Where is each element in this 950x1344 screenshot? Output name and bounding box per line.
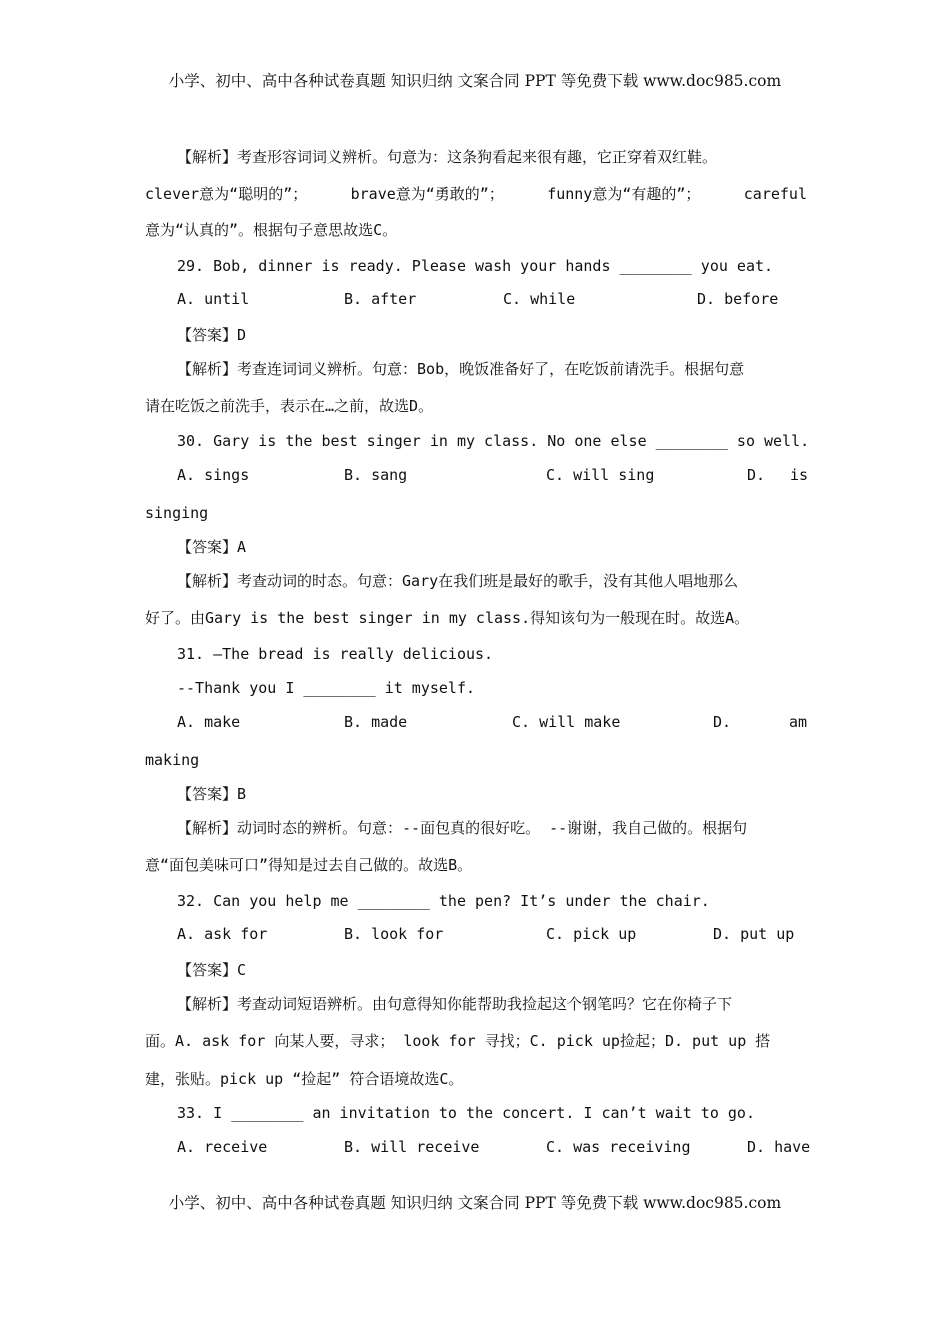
q31-option-c: C. will make (512, 713, 621, 731)
q31-options (0, 713, 950, 733)
q30-answer: 【答案】A (177, 538, 247, 556)
q30-option-c: C. will sing (546, 466, 655, 484)
q29-option-d: D. before (697, 290, 779, 308)
q29-option-b: B. after (344, 290, 417, 308)
q28-analysis-line3: 意为“认真的”。根据句子意思故选C。 (145, 221, 398, 239)
q31-option-d-wrap: making (145, 751, 200, 769)
q32-option-b: B. look for (344, 925, 444, 943)
q30-analysis-line2: 好了。由Gary is the best singer in my class.得知该句为一般现在时。故选A。 (145, 609, 750, 627)
q32-analysis-line3: 建，张贴。pick up “捡起” 符合语境故选C。 (145, 1070, 464, 1088)
q32-option-c: C. pick up (546, 925, 637, 943)
q33-stem: 33. I ________ an invitation to the concert. I can’t wait to go. (177, 1104, 755, 1122)
q29-analysis-line2: 请在吃饭之前洗手，表示在…之前，故选D。 (145, 397, 434, 415)
q28-careful: careful (743, 185, 807, 203)
q31-analysis-line2: 意“面包美味可口”得知是过去自己做的。故选B。 (145, 856, 473, 874)
q29-option-c: C. while (503, 290, 576, 308)
q28-analysis-line2 (145, 184, 807, 204)
q31-option-b: B. made (344, 713, 408, 731)
q31-analysis-line1: 【解析】动词时态的辨析。句意：--面包真的很好吃。 --谢谢，我自己做的。根据句 (177, 819, 748, 837)
q32-option-a: A. ask for (177, 925, 268, 943)
q28-clever: clever意为“聪明的”； (145, 185, 308, 203)
q28-brave: brave意为“勇敢的”； (350, 185, 504, 203)
q29-answer: 【答案】D (177, 326, 247, 344)
q31-option-d-text: am (789, 713, 808, 731)
q31-stem-line1: 31. –The bread is really delicious. (177, 645, 494, 663)
q31-answer: 【答案】B (177, 785, 247, 803)
q30-analysis-line1: 【解析】考查动词的时态。句意：Gary在我们班是最好的歌手，没有其他人唱地那么 (177, 572, 739, 590)
q29-option-a: A. until (177, 290, 250, 308)
q33-option-c: C. was receiving (546, 1138, 691, 1156)
page-footer: 小学、初中、高中各种试卷真题 知识归纳 文案合同 PPT 等免费下载 www.doc985.com (168, 1194, 782, 1212)
q29-options (0, 290, 950, 310)
q30-option-d-label: D. (747, 466, 766, 484)
q30-option-b: B. sang (344, 466, 408, 484)
q32-answer: 【答案】C (177, 961, 247, 979)
q32-option-d: D. put up (713, 925, 795, 943)
q30-option-d-text: is (790, 466, 809, 484)
q28-funny: funny意为“有趣的”； (547, 185, 701, 203)
q32-options (0, 925, 950, 945)
q33-option-b: B. will receive (344, 1138, 480, 1156)
q29-stem: 29. Bob, dinner is ready. Please wash your hands ________ you eat. (177, 257, 774, 275)
q30-option-a: A. sings (177, 466, 250, 484)
q33-option-a: A. receive (177, 1138, 268, 1156)
q30-stem: 30. Gary is the best singer in my class. No one else ________ so well. (177, 432, 810, 450)
q33-options (0, 1138, 950, 1158)
q31-option-a: A. make (177, 713, 241, 731)
q30-option-d-wrap: singing (145, 504, 209, 522)
q33-option-d: D. have (747, 1138, 811, 1156)
q32-stem: 32. Can you help me ________ the pen? It’s under the chair. (177, 892, 710, 910)
q30-options (0, 466, 950, 486)
q31-option-d-label: D. (713, 713, 732, 731)
q32-analysis-line1: 【解析】考查动词短语辨析。由句意得知你能帮助我捡起这个钢笔吗？它在你椅子下 (177, 995, 733, 1013)
q32-analysis-line2: 面。A. ask for 向某人要，寻求； look for 寻找；C. pick up捡起；D. put up 搭 (145, 1032, 771, 1050)
q31-stem-line2: --Thank you I ________ it myself. (177, 679, 476, 697)
page-header: 小学、初中、高中各种试卷真题 知识归纳 文案合同 PPT 等免费下载 www.doc985.com (168, 72, 782, 90)
q29-analysis-line1: 【解析】考查连词词义辨析。句意：Bob，晚饭准备好了，在吃饭前请洗手。根据句意 (177, 360, 745, 378)
q28-analysis-line1: 【解析】考查形容词词义辨析。句意为：这条狗看起来很有趣，它正穿着双红鞋。 (177, 148, 718, 166)
